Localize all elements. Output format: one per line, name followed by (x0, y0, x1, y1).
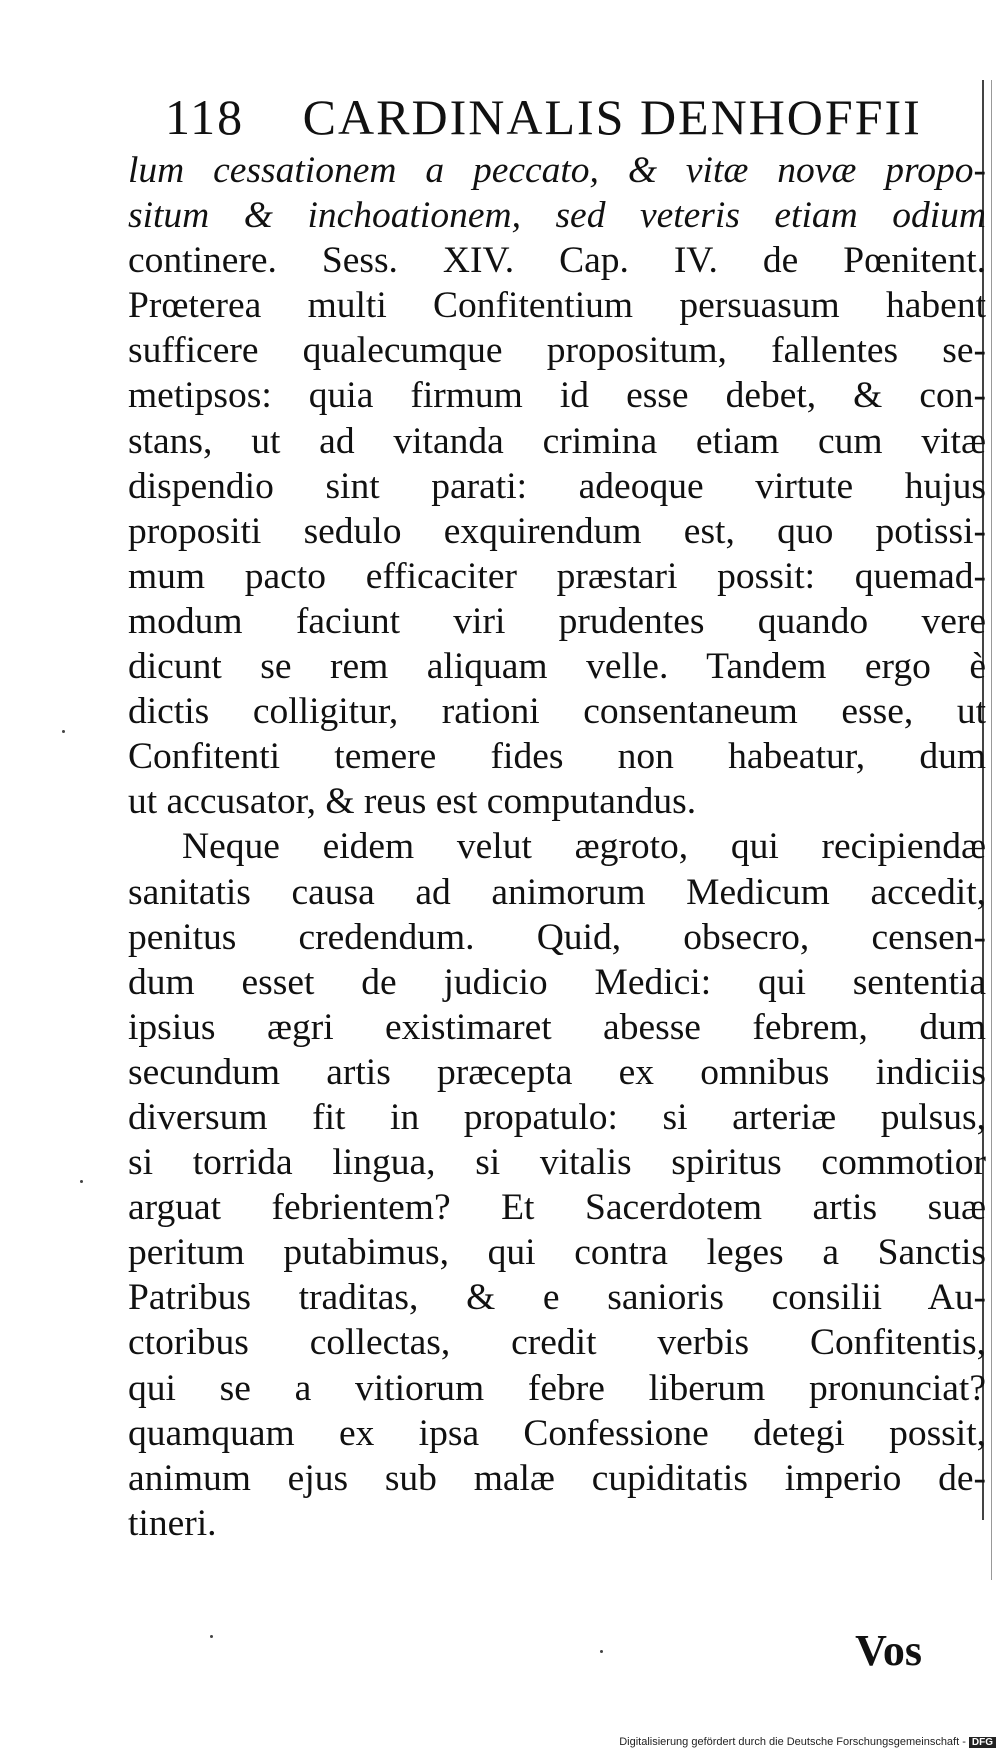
text-line: arguat febrientem? Et Sacerdotem artis suæ (128, 1187, 986, 1229)
text-line: qui se a vitiorum febre liberum pronunciat? (128, 1367, 986, 1409)
text-line: propositi sedulo exquirendum est, quo potissi- (128, 510, 986, 552)
text-line: ut accusator, & reus est computandus. (128, 781, 697, 823)
digitization-credit (619, 1736, 996, 1748)
text-line: lum cessationem a peccato, & vitæ novæ propo- (128, 150, 986, 191)
print-speck (62, 730, 65, 733)
text-line: quamquam ex ipsa Confessione detegi possit, (128, 1412, 986, 1454)
text-line: Confitenti temere fides non habeatur, dum (128, 736, 986, 778)
text-line: ipsius ægri existimaret abesse febrem, dum (128, 1006, 986, 1048)
print-speck (210, 1635, 213, 1638)
text-line: peritum putabimus, qui contra leges a Sanctis (128, 1232, 986, 1274)
body-text (128, 148, 986, 1546)
credit-text: Digitalisierung gefördert durch die Deutsche Forschungsgemeinschaft - (619, 1736, 966, 1748)
text-line: continere. Sess. XIV. Cap. IV. de Pœnitent. (128, 240, 986, 282)
text-line: tineri. (128, 1502, 217, 1544)
page-number: 118 (165, 89, 245, 145)
text-line: penitus credendum. Quid, obsecro, censen- (128, 916, 986, 958)
text-line: sufficere qualecumque propositum, fallentes se- (128, 330, 986, 372)
text-line: ctoribus collectas, credit verbis Confitentis, (128, 1322, 986, 1364)
running-header (165, 88, 922, 146)
text-line: modum faciunt viri prudentes quando vere (128, 600, 986, 642)
catchword: Vos (855, 1626, 922, 1675)
print-speck (600, 1650, 603, 1653)
paragraph-2 (128, 824, 986, 1546)
text-line: metipsos: quia firmum id esse debet, & con- (128, 375, 986, 417)
text-line: dicunt se rem aliquam velle. Tandem ergo è (128, 646, 986, 688)
text-line: situm & inchoationem, sed veteris etiam odium (128, 195, 986, 237)
text-line: dum esset de judicio Medici: qui sententia (128, 961, 986, 1003)
text-line: diversum fit in propatulo: si arteriæ pulsus, (128, 1096, 986, 1138)
text-line: si torrida lingua, si vitalis spiritus commotior (128, 1142, 986, 1184)
dfg-logo: DFG (969, 1737, 996, 1748)
text-line: Prœterea multi Confitentium persuasum habent (128, 285, 986, 327)
running-title: CARDINALIS DENHOFFII (302, 89, 922, 145)
text-line: secundum artis præcepta ex omnibus indiciis (128, 1051, 986, 1093)
text-line: stans, ut ad vitanda crimina etiam cum vitæ (128, 420, 986, 462)
text-line: dictis colligitur, rationi consentaneum esse, ut (128, 691, 986, 733)
text-line: sanitatis causa ad animorum Medicum accedit, (128, 871, 986, 913)
page-edge-rule-outer (991, 80, 992, 1580)
text-line: dispendio sint parati: adeoque virtute hujus (128, 465, 986, 507)
paragraph-1 (128, 148, 986, 824)
text-line: animum ejus sub malæ cupiditatis imperio de- (128, 1457, 986, 1499)
text-line: Patribus traditas, & e sanioris consilii Au- (128, 1277, 986, 1319)
print-speck (80, 1180, 83, 1183)
text-line: mum pacto efficaciter præstari possit: quemad- (128, 555, 986, 597)
text-line: Neque eidem velut ægroto, qui recipiendæ (182, 826, 986, 868)
